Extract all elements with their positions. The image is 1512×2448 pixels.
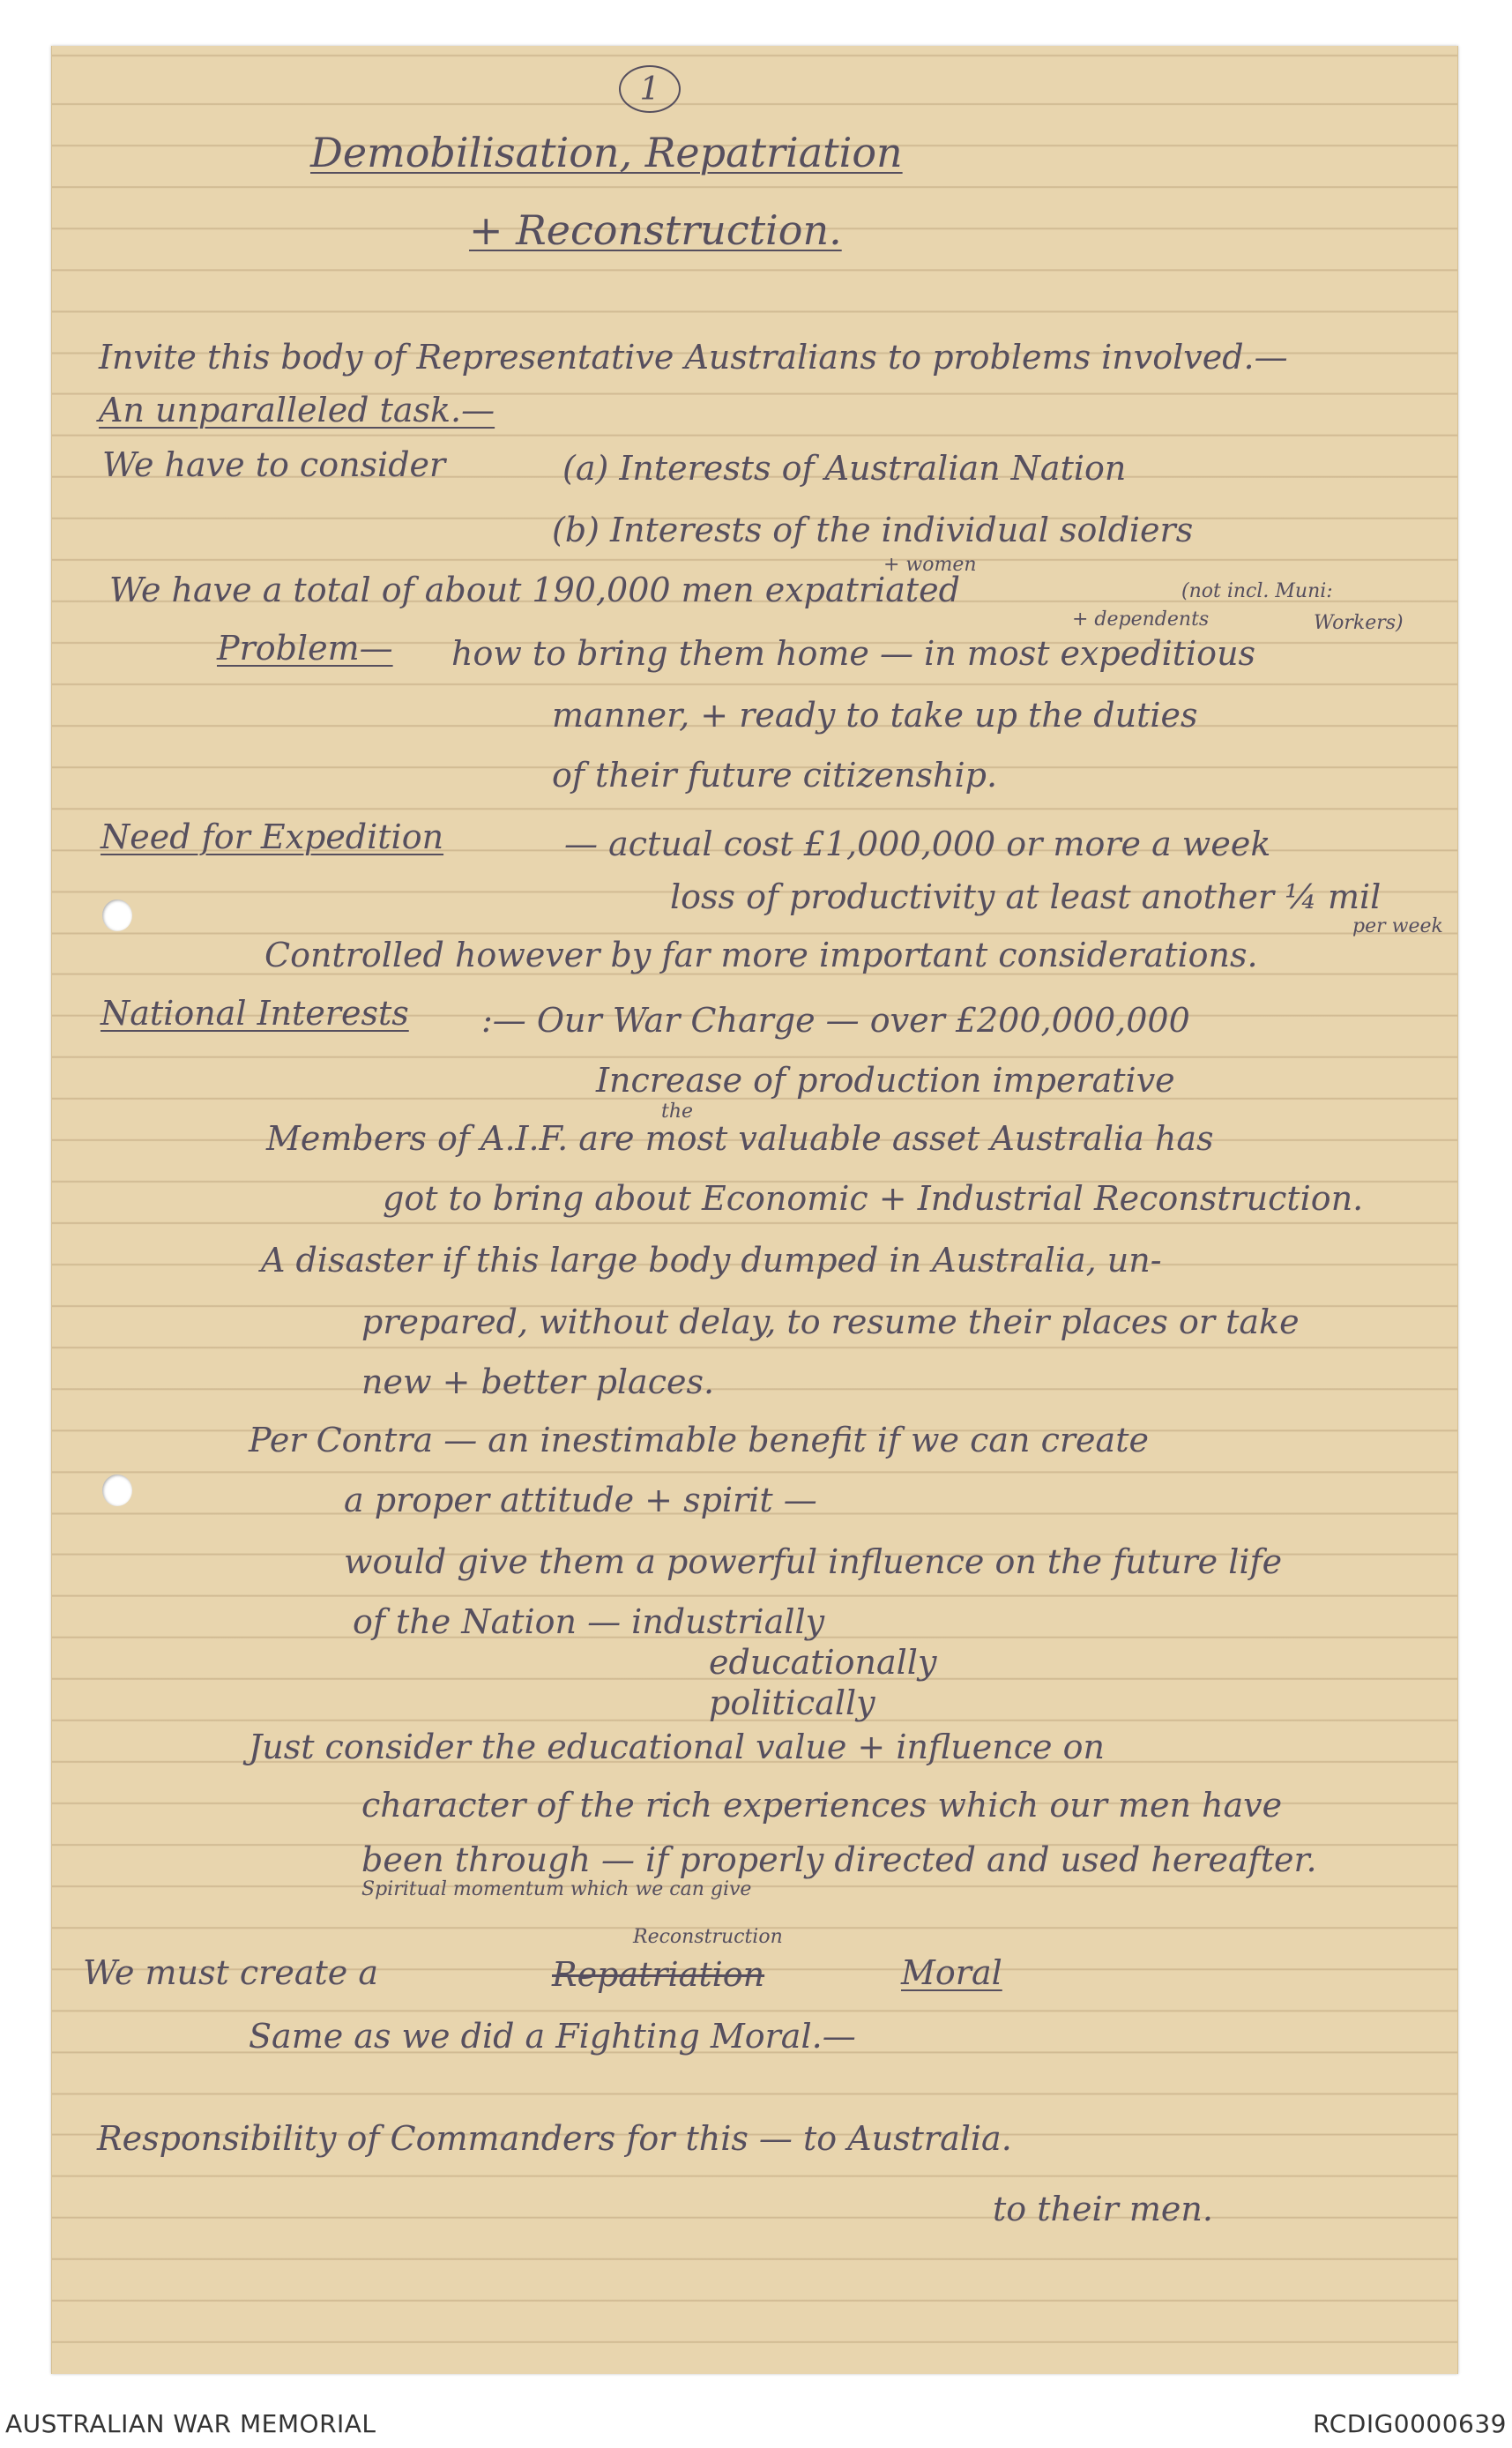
punch-hole-top: [102, 899, 132, 931]
national-line-1: :— Our War Charge — over £200,000,000: [481, 1001, 1190, 1040]
problem-line-3: of their future citizenship.: [552, 756, 998, 795]
problem-label: Problem—: [217, 629, 393, 668]
total-dependents: + dependents: [1072, 608, 1210, 631]
national-line-2: Increase of production imperative: [596, 1061, 1175, 1100]
punch-hole-bottom: [102, 1474, 132, 1506]
educational-small-note: Spiritual momentum which we can give: [361, 1878, 752, 1900]
problem-line-1: how to bring them home — in most expeditious: [451, 634, 1256, 673]
footer-institution: AUSTRALIAN WAR MEMORIAL: [5, 2409, 376, 2438]
responsibility-line-1: Responsibility of Commanders for this — to Australia.: [97, 2119, 1012, 2158]
educational-line-2: character of the rich experiences which our men have: [361, 1786, 1283, 1825]
total-paren: (not incl. Muni:: [1181, 580, 1333, 602]
insert-reconstruction: Reconstruction: [633, 1926, 783, 1948]
contra-line-2: a proper attitude + spirit —: [344, 1481, 817, 1519]
consider-lead: We have to consider: [102, 445, 446, 484]
insert-women: + women: [883, 554, 977, 576]
contra-line-1: Per Contra — an inestimable benefit if we can create: [249, 1421, 1149, 1459]
moral-line-1-start: We must create a: [83, 1953, 378, 1992]
insert-the: the: [661, 1101, 694, 1123]
total-workers: Workers): [1314, 612, 1404, 634]
problem-line-2: manner, + ready to take up the duties: [552, 696, 1198, 735]
moral-struck-word: Repatriation: [552, 1955, 765, 1994]
consider-item-b: (b) Interests of the individual soldiers: [552, 511, 1194, 549]
members-line-1: Members of A.I.F. are most valuable asset Australia has: [266, 1119, 1214, 1158]
disaster-line-1: A disaster if this large body dumped in Australia, un-: [261, 1241, 1162, 1280]
disaster-line-2: prepared, without delay, to resume their places or take: [361, 1302, 1300, 1341]
expedition-line-2: loss of productivity at least another ¼ mil: [670, 877, 1382, 916]
disaster-line-3: new + better places.: [361, 1362, 715, 1401]
expedition-per-week: per week: [1352, 915, 1443, 937]
contra-line-5: educationally: [709, 1643, 937, 1682]
page-number: 1: [619, 65, 681, 113]
members-line-2: got to bring about Economic + Industrial Reconstruction.: [383, 1179, 1364, 1218]
intro-invite: Invite this body of Representative Australians to problems involved.—: [99, 338, 1288, 377]
title-line-1: Demobilisation, Repatriation: [310, 129, 903, 176]
expedition-line-1: — actual cost £1,000,000 or more a week: [564, 825, 1271, 863]
moral-line-2: Same as we did a Fighting Moral.—: [249, 2017, 856, 2056]
contra-line-6: politically: [709, 1683, 875, 1722]
total-line: We have a total of about 190,000 men expatriated: [109, 571, 960, 609]
educational-line-1: Just consider the educational value + influence on: [249, 1728, 1105, 1766]
expedition-label: Need for Expedition: [101, 817, 444, 856]
intro-task: An unparalleled task.—: [99, 391, 495, 429]
footer-record-id: RCDIG0000639: [1313, 2409, 1507, 2438]
responsibility-line-2: to their men.: [993, 2190, 1213, 2228]
contra-line-4: of the Nation — industrially: [353, 1602, 825, 1641]
national-label: National Interests: [101, 994, 409, 1033]
consider-item-a: (a) Interests of Australian Nation: [562, 449, 1127, 488]
educational-line-3: been through — if properly directed and used hereafter.: [361, 1840, 1317, 1879]
expedition-line-3: Controlled however by far more important considerations.: [264, 936, 1258, 974]
contra-line-3: would give them a powerful influence on the future life: [344, 1542, 1283, 1581]
title-line-2: + Reconstruction.: [469, 206, 842, 254]
moral-line-1-end: Moral: [901, 1953, 1002, 1992]
